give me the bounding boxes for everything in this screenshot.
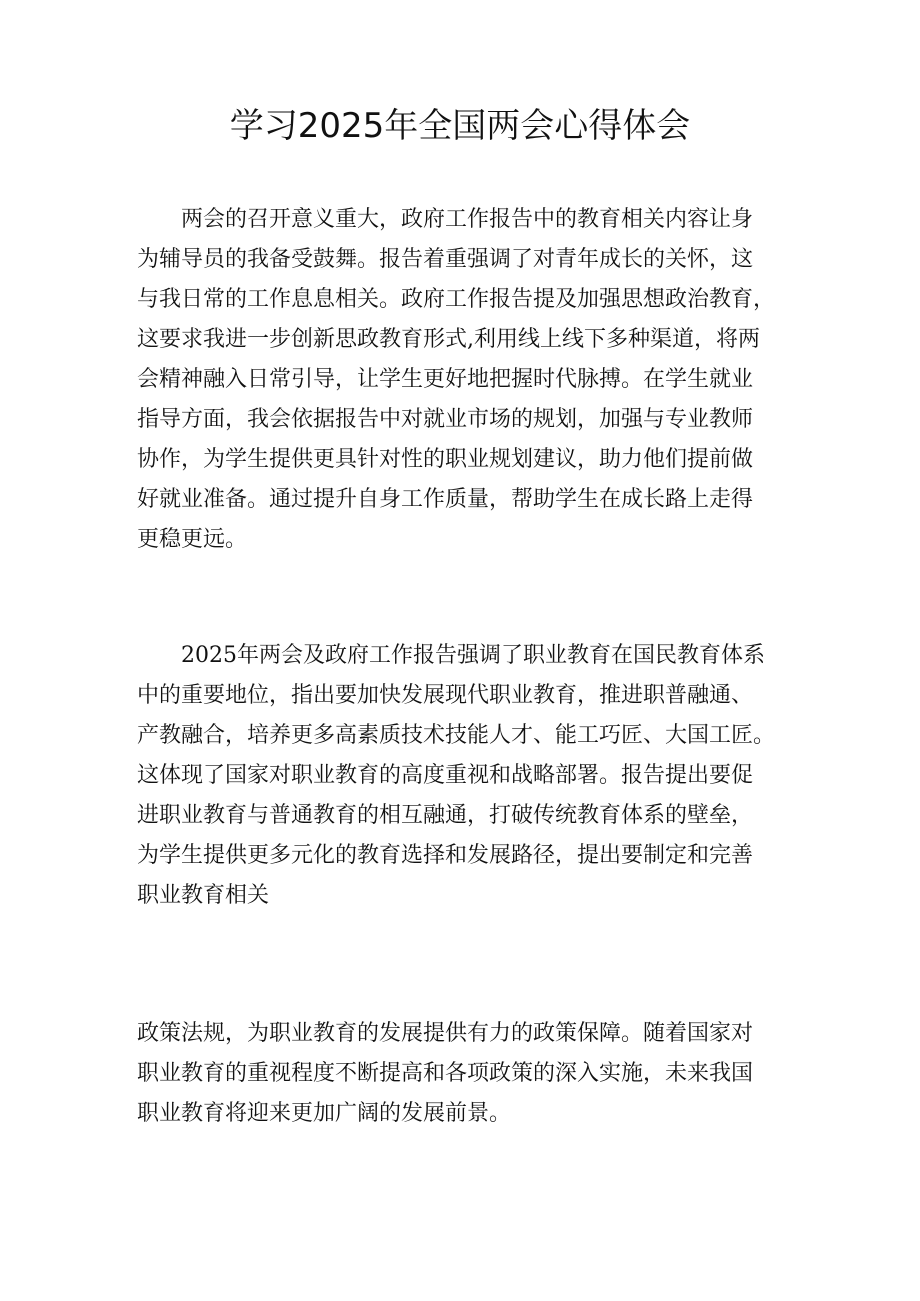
paragraph-line: 政策法规，为职业教育的发展提供有力的政策保障。随着国家对 bbox=[137, 1021, 754, 1046]
paragraph-line: 职业教育的重视程度不断提高和各项政策的深入实施，未来我国 bbox=[137, 1061, 754, 1086]
paragraph-line: 产教融合，培养更多高素质技术技能人才、能工巧匠、大国工匠。 bbox=[137, 723, 776, 748]
paragraph-line: 中的重要地位，指出要加快发展现代职业教育，推进职普融通、 bbox=[137, 683, 754, 708]
paragraph-line: 2025年两会及政府工作报告强调了职业教育在国民教育体系 bbox=[181, 643, 765, 668]
paragraph-line: 与我日常的工作息息相关。政府工作报告提及加强思想政治教育， bbox=[137, 287, 776, 312]
paragraph-line: 职业教育相关 bbox=[137, 883, 270, 908]
document-title: 学习2025年全国两会心得体会 bbox=[229, 106, 691, 146]
paragraph-line: 指导方面，我会依据报告中对就业市场的规划，加强与专业教师 bbox=[137, 407, 754, 432]
paragraph-line: 为辅导员的我备受鼓舞。报告着重强调了对青年成长的关怀，这 bbox=[137, 247, 754, 272]
paragraph-3 bbox=[137, 1014, 789, 1134]
paragraph-line: 更稳更远。 bbox=[137, 527, 248, 552]
paragraph-line: 职业教育将迎来更加广阔的发展前景。 bbox=[137, 1101, 512, 1126]
paragraph-line: 为学生提供更多元化的教育选择和发展路径，提出要制定和完善 bbox=[137, 843, 754, 868]
paragraph-line: 协作，为学生提供更具针对性的职业规划建议，助力他们提前做 bbox=[137, 447, 754, 472]
paragraph-2 bbox=[137, 636, 789, 916]
paragraph-line: 会精神融入日常引导，让学生更好地把握时代脉搏。在学生就业 bbox=[137, 367, 754, 392]
paragraph-1 bbox=[137, 200, 789, 560]
paragraph-line: 两会的召开意义重大，政府工作报告中的教育相关内容让身 bbox=[181, 207, 754, 232]
paragraph-line: 好就业准备。通过提升自身工作质量，帮助学生在成长路上走得 bbox=[137, 487, 754, 512]
paragraph-line: 这体现了国家对职业教育的高度重视和战略部署。报告提出要促 bbox=[137, 763, 754, 788]
paragraph-line: 进职业教育与普通教育的相互融通，打破传统教育体系的壁垒， bbox=[137, 803, 754, 828]
paragraph-line: 这要求我进一步创新思政教育形式,利用线上线下多种渠道，将两 bbox=[137, 327, 760, 352]
